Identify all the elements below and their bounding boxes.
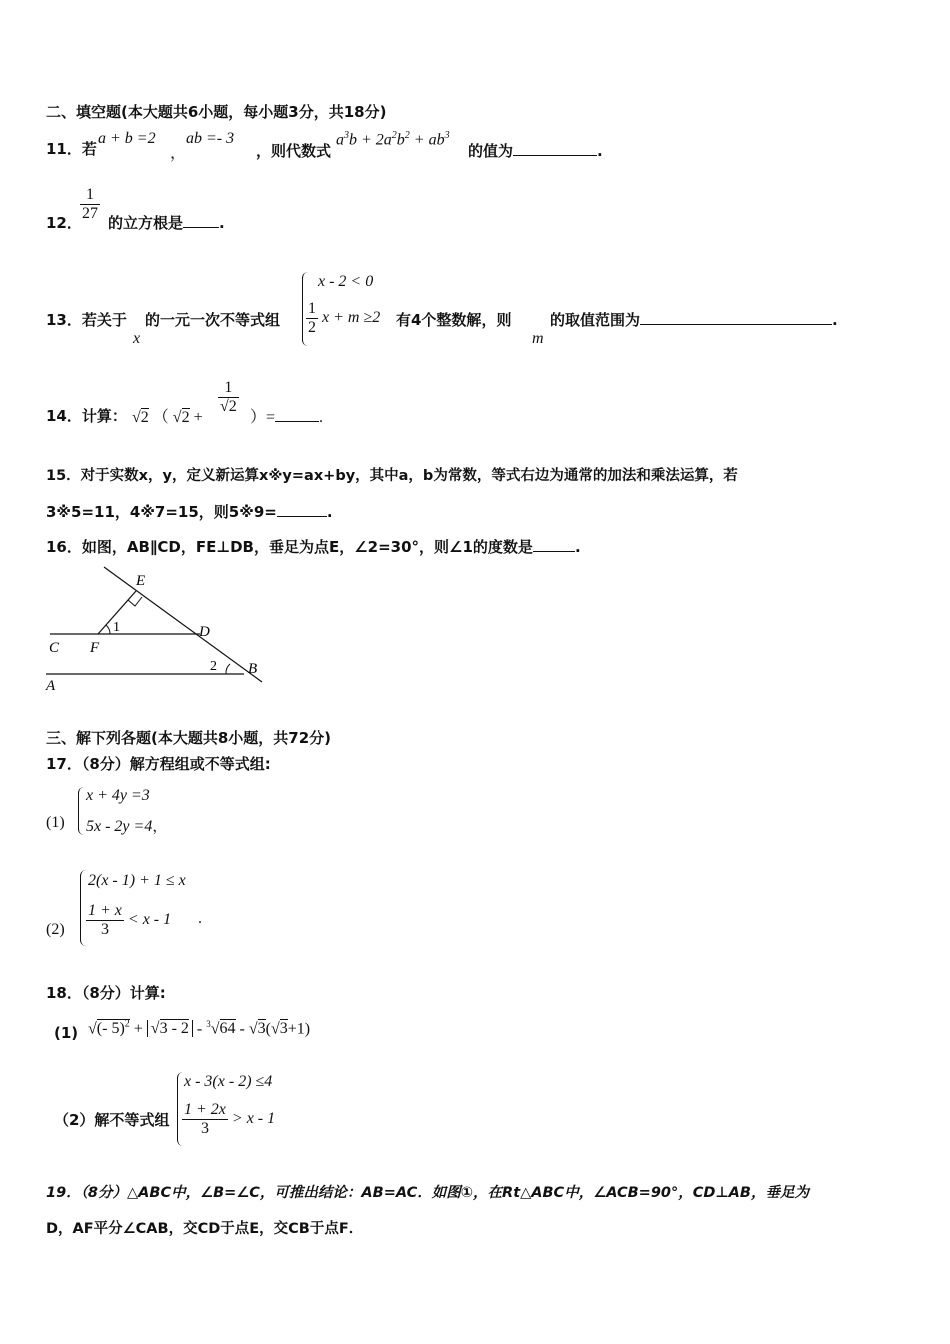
label-b: B — [248, 661, 258, 677]
question-15-line-1: 15．对于实数x，y，定义新运算x※y=ax+by，其中a，b为常数，等式右边为通常的加法和乘法运算，若 — [46, 468, 738, 484]
label-angle-1: 1 — [113, 620, 120, 635]
question-16: 16．如图，AB∥CD，FE⊥DB，垂足为点E，∠2=30°，则∠1的度数是 . — [46, 538, 581, 556]
question-15-line-2: 3※5=11，4※7=15，则5※9= . — [46, 503, 333, 521]
question-19-line-2: D，AF平分∠CAB，交CD于点E，交CB于点F． — [46, 1221, 364, 1237]
q12-fraction: $\frac{1}{27}$ — [82, 186, 98, 222]
label-c: C — [49, 640, 60, 656]
q11-expr-2: ab =- 3 — [186, 130, 235, 147]
q11-expr-1: a + b =2 — [98, 130, 156, 147]
label-a: A — [46, 678, 56, 694]
answer-blank[interactable] — [183, 227, 219, 228]
answer-blank[interactable] — [533, 551, 575, 552]
question-13: 13．若关于 — [46, 311, 127, 329]
section-3-heading: 三、解下列各题(本大题共8小题，共72分) — [46, 729, 332, 747]
answer-blank[interactable] — [277, 516, 327, 517]
label-e: E — [136, 573, 146, 589]
system-brace — [78, 787, 84, 835]
q14-expression: √2 （ √2 + — [132, 409, 203, 426]
geometry-figure — [40, 560, 280, 695]
line-db — [104, 567, 262, 682]
question-14: 14．计算： — [46, 407, 127, 425]
q11-expr-3: $a^3b + 2a^2b^2 + ab^3$ — [336, 130, 450, 149]
exam-page: 二、填空题(本大题共6小题，每小题3分，共18分) 11．若 a + b =2 ， ab =- 3 ，则代数式 $a^3b + 2a^2b^2 + ab^3$ 的值为 . 12． $\frac{1}{27}$ 的立方根是 . 13．若关于 x 的一元一次不等式组 x - 2 < 0 $\frac{1}{2}$ x + m ≥2 有4个整数解，则 m 的取值范围为 . 14．计算： √2 （ √2 + $\frac{1}{√2}$ ）= . 15．对于实数x，y，定义新运算x※y=ax+by，其中a，b为常数，等式右边为通常的加法和乘法运算，若 3※5=11，4※7=15，则5※9= . 16．如图，AB∥CD，FE⊥DB，垂足为点E，∠2=30°，则∠1的度数是 . E 1 D C F 2 B A 三、解下列各题(本大题共8小题，共72分) 17．（8分）解方程组或不等式组: (1) x + 4y =3 5x - 2y =4， (2) 2(x - 1) + 1 ≤ x $\frac{1 + x}{3}$ < x - 1 . 18．（8分）计算: (1) √(- 5)$^2$ + √3 - 2 - $^3$√64 - √3(√3+1) （2）解不等式组 x - 3(x - 2) ≤4 $\frac{1 + 2x}{3}$ > x - 1 19．（8分）△ABC中，∠B=∠C，可推出结论：AB=AC．如图①，在Rt△ABC中，∠ACB=90°，CD⊥AB，垂足为 D，AF平分∠CAB，交CD于点E，交CB于点F． — [0, 0, 950, 1344]
question-18-title: 18．（8分）计算: — [46, 984, 166, 1002]
q18-expression: √(- 5)$^2$ + √3 - 2 - $^3$√64 - √3(√3+1) — [88, 1019, 311, 1038]
answer-blank[interactable] — [275, 421, 319, 422]
label-angle-2: 2 — [210, 659, 217, 674]
answer-blank[interactable] — [513, 155, 597, 156]
answer-blank[interactable] — [640, 324, 832, 325]
question-19-line-1: 19．（8分）△ABC中，∠B=∠C，可推出结论：AB=AC．如图①，在Rt△ABC中，∠ACB=90°，CD⊥AB，垂足为 — [46, 1185, 809, 1201]
question-12: 12． — [46, 214, 82, 232]
angle-1-arc — [106, 625, 110, 634]
question-11: 11．若 — [46, 140, 97, 158]
angle-2-arc — [226, 664, 230, 674]
label-f: F — [90, 640, 100, 656]
section-2-heading: 二、填空题(本大题共6小题，每小题3分，共18分) — [46, 103, 387, 121]
question-17-title: 17．（8分）解方程组或不等式组: — [46, 755, 271, 773]
label-d: D — [199, 624, 210, 640]
